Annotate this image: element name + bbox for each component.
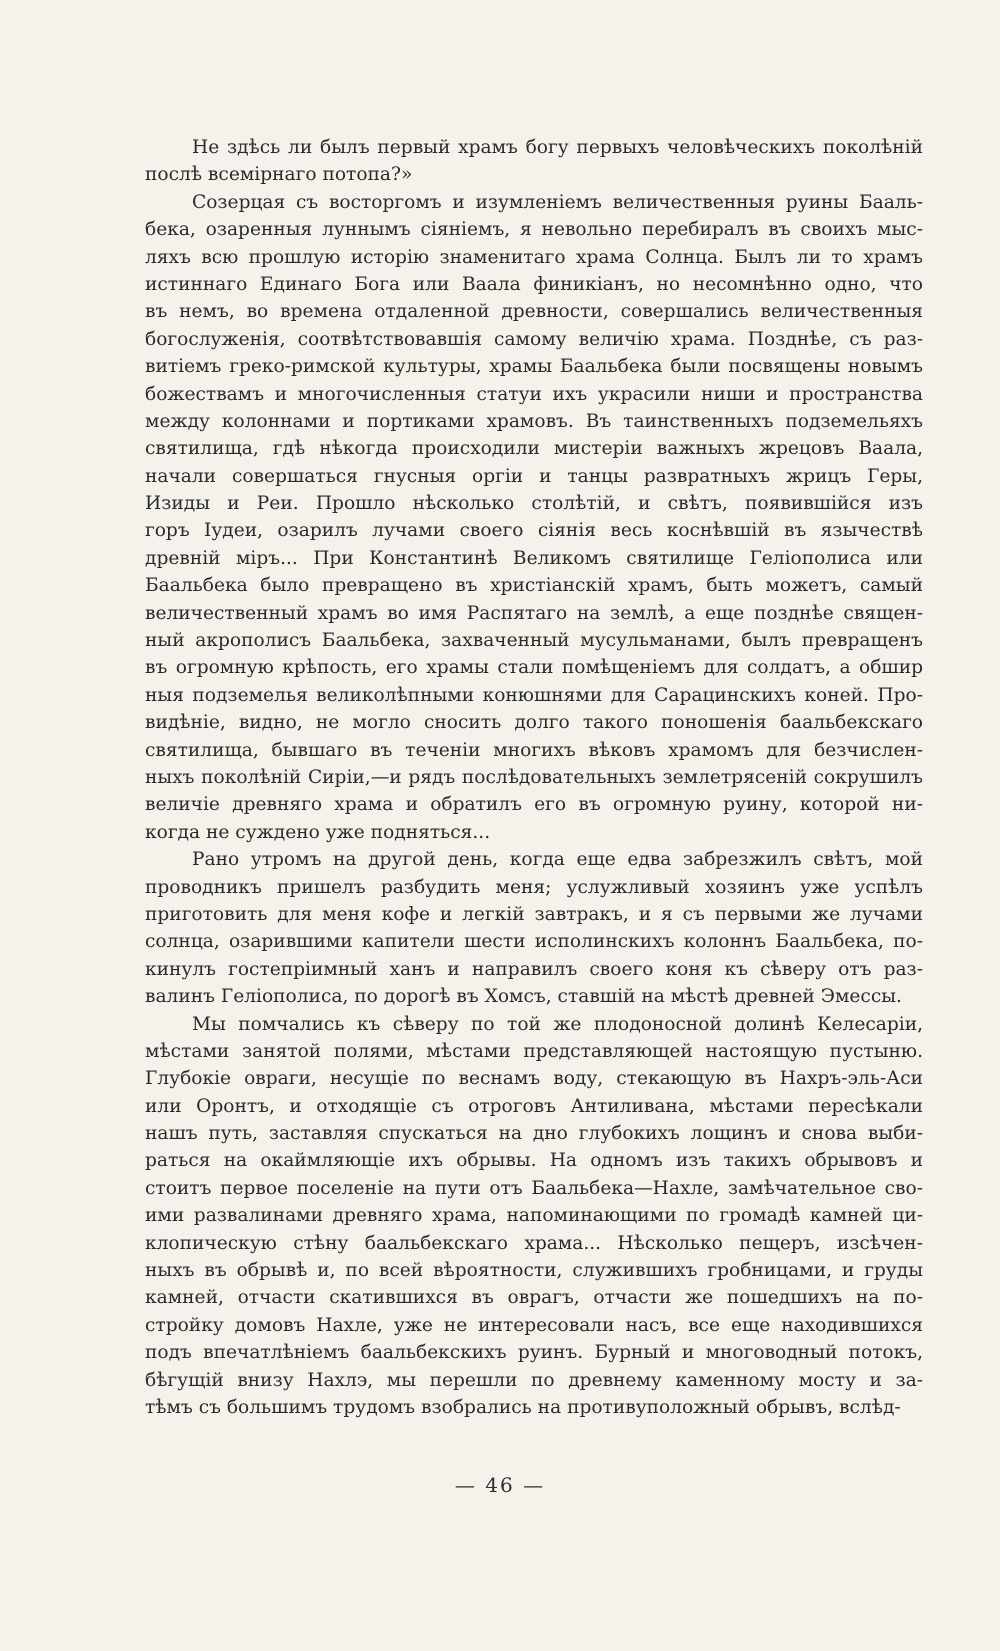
text-line: когда не суждено уже подняться... bbox=[145, 821, 491, 843]
text-line: стройку домовъ Нахле, уже не интересовали насъ, все еще находившихся bbox=[145, 1314, 923, 1336]
text-line: клопическую стѣну баальбекскаго храма... Нѣсколько пещеръ, изсѣчен- bbox=[145, 1232, 923, 1254]
text-line: древній міръ... При Константинѣ Великомъ святилище Геліополиса или bbox=[145, 547, 923, 569]
text-line: солнца, озарившими капители шести исполинскихъ колоннъ Баальбека, по- bbox=[145, 931, 923, 953]
text-line: стоитъ первое поселеніе на пути отъ Баальбека—Нахле, замѣчательное сво- bbox=[145, 1177, 923, 1199]
text-line: бѣгущій внизу Нахлэ, мы перешли по древнему каменному мосту и за- bbox=[145, 1369, 923, 1391]
text-line: Не здѣсь ли былъ первый храмъ богу первыхъ человѣческихъ поколѣній bbox=[192, 137, 923, 158]
text-line: истиннаго Единаго Бога или Ваала финикіанъ, но несомнѣнно одно, что bbox=[145, 273, 923, 295]
text-line: кинулъ гостепріимный ханъ и направилъ своего коня къ сѣверу отъ раз- bbox=[145, 958, 923, 980]
body-text bbox=[145, 134, 923, 1421]
text-line: величественный храмъ во имя Распятаго на землѣ, а еще позднѣе священ- bbox=[145, 602, 923, 624]
paragraph bbox=[145, 134, 923, 189]
text-line: мѣстами занятой полями, мѣстами представляющей настоящую пустыню. bbox=[145, 1040, 923, 1062]
text-line: святилища, гдѣ нѣкогда происходили мистеріи важныхъ жрецовъ Ваала, bbox=[145, 438, 923, 460]
text-line: ныхъ въ обрывѣ и, по всей вѣроятности, служившихъ гробницами, и груды bbox=[145, 1260, 923, 1282]
page-number: — 46 — bbox=[454, 1473, 546, 1497]
text-line: подъ впечатлѣніемъ баальбекскихъ руинъ. Бурный и многоводный потокъ, bbox=[145, 1342, 923, 1364]
text-line: валинъ Геліополиса, по дорогѣ въ Хомсъ, ставшій на мѣстѣ древней Эмессы. bbox=[145, 986, 902, 1008]
text-line: камней, отчасти скатившихся въ оврагъ, отчасти же пошедшихъ на по- bbox=[145, 1287, 923, 1309]
text-line: бека, озаренныя луннымъ сіяніемъ, я невольно перебиралъ въ своихъ мыс- bbox=[145, 219, 923, 241]
text-line: нашъ путь, заставляя спускаться на дно глубокихъ лощинъ и снова выби- bbox=[145, 1123, 923, 1145]
text-line: ный акрополисъ Баальбека, захваченный мусульманами, былъ превращенъ bbox=[145, 630, 923, 652]
text-line: послѣ всемірнаго потопа?» bbox=[145, 164, 413, 186]
text-line: въ немъ, во времена отдаленной древности, совершались величественныя bbox=[145, 301, 923, 323]
text-line: ныхъ поколѣній Сиріи,—и рядъ послѣдовательныхъ землетрясеній сокрушилъ bbox=[145, 766, 923, 788]
text-line: начали совершаться гнусныя оргіи и танцы развратныхъ жрицъ Геры, bbox=[145, 465, 923, 487]
paragraph bbox=[145, 1011, 923, 1422]
text-line: божествамъ и многочисленныя статуи ихъ украсили ниши и пространства bbox=[145, 383, 923, 405]
text-line: тѣмъ съ большимъ трудомъ взобрались на противуположный обрывъ, вслѣд- bbox=[145, 1396, 901, 1418]
text-line: проводникъ пришелъ разбудить меня; услужливый хозяинъ уже успѣлъ bbox=[145, 876, 923, 898]
text-line: величіе древняго храма и обратилъ его въ огромную руину, которой ни- bbox=[145, 794, 923, 816]
text-line: Баальбека было превращено въ христіанскій храмъ, быть можетъ, самый bbox=[145, 575, 923, 597]
paragraph bbox=[145, 846, 923, 1010]
text-line: или Оронтъ, и отходящіе съ отроговъ Антиливана, мѣстами пересѣкали bbox=[145, 1095, 923, 1117]
text-line: Изиды и Реи. Прошло нѣсколько столѣтій, и свѣтъ, появившійся изъ bbox=[145, 493, 923, 515]
text-line: Глубокіе овраги, несущіе по веснамъ воду, стекающую въ Нахръ-эль-Аси bbox=[145, 1068, 923, 1090]
text-line: витіемъ греко-римской культуры, храмы Баальбека были посвящены новымъ bbox=[145, 356, 923, 378]
text-line: святилища, бывшаго въ теченіи многихъ вѣковъ храмомъ для безчислен- bbox=[145, 739, 923, 761]
text-line: Созерцая съ восторгомъ и изумленіемъ величественныя руины Бааль- bbox=[192, 191, 923, 213]
text-line: ляхъ всю прошлую исторію знаменитаго храма Солнца. Былъ ли то храмъ bbox=[145, 246, 923, 268]
text-line: ими развалинами древняго храма, напоминающими по громадѣ камней ци- bbox=[145, 1205, 923, 1227]
text-line: горъ Іудеи, озарилъ лучами своего сіянія весь коснѣвшій въ язычествѣ bbox=[145, 520, 923, 542]
text-line: Рано утромъ на другой день, когда еще едва забрезжилъ свѣтъ, мой bbox=[192, 849, 923, 871]
text-line: Мы помчались къ сѣверу по той же плодоносной долинѣ Келесаріи, bbox=[192, 1013, 923, 1035]
text-line: въ огромную крѣпость, его храмы стали помѣщеніемъ для солдатъ, а обшир bbox=[145, 657, 923, 679]
text-line: приготовить для меня кофе и легкій завтракъ, и я съ первыми же лучами bbox=[145, 903, 923, 925]
text-line: раться на окаймляющіе ихъ обрывы. На одномъ изъ такихъ обрывовъ и bbox=[145, 1150, 923, 1172]
text-line: между колоннами и портиками храмовъ. Въ таинственныхъ подземельяхъ bbox=[145, 410, 923, 432]
text-line: ныя подземелья великолѣпными конюшнями для Сарацинскихъ коней. Про- bbox=[145, 684, 923, 706]
paragraph bbox=[145, 189, 923, 846]
text-line: богослуженія, соотвѣтствовавшія самому величію храма. Позднѣе, съ раз- bbox=[145, 328, 923, 350]
text-line: видѣніе, видно, не могло сносить долго такого поношенія баальбекскаго bbox=[145, 712, 923, 734]
